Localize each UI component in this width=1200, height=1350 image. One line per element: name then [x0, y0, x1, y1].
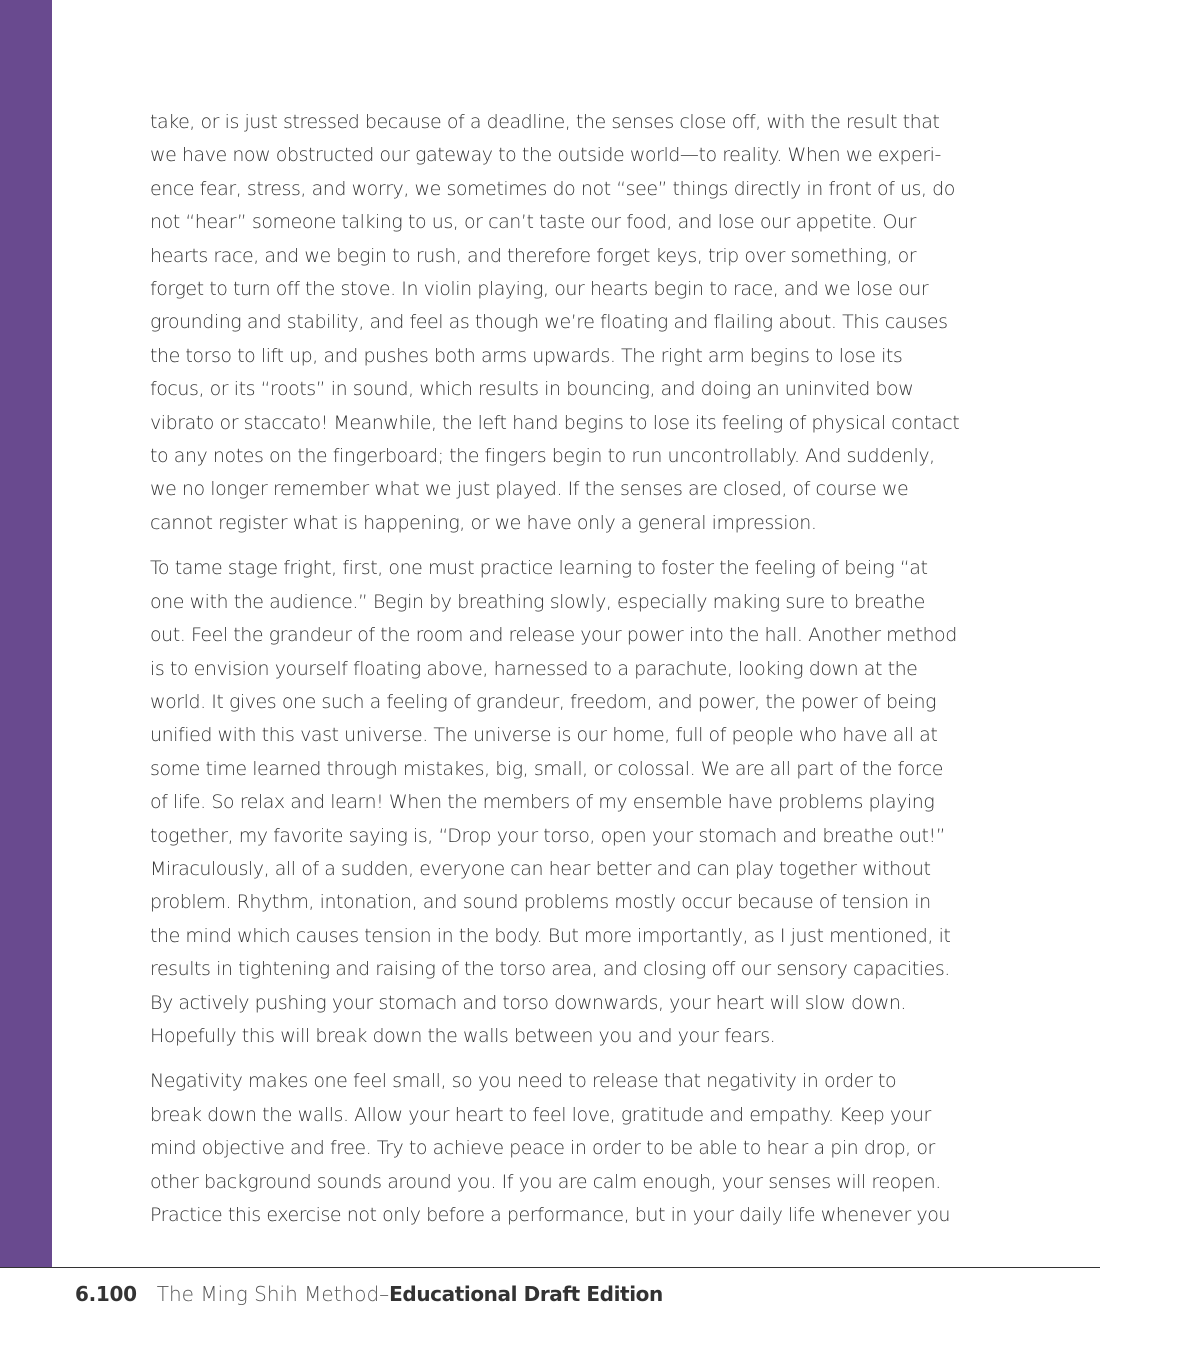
footer-divider	[0, 1267, 1100, 1268]
paragraph: Negativity makes one feel small, so you need to release that negativity in order to break down the walls. Allow your heart to feel love, gratitude and empathy. Keep your mind objective and free. Try to achieve peace in order to be able to hear a pin drop, or other background sounds around you. If you are calm enough, your senses will reopen. Practice this exercise not only before a performance, but in your daily life whenever you	[150, 1070, 950, 1226]
paragraph: take, or is just stressed because of a deadline, the senses close off, with the result that we have now obstructed our gateway to the outside world—to reality. When we experi- ence fear, stress, and worry, we sometimes do not “see” things directly in front of us, do not “hear” someone talking to us, or can’t taste our food, and lose our appetite. Our hearts race, and we begin to rush, and therefore forget keys, trip over something, or forget to turn off the stove. In violin playing, our hearts begin to race, and we lose our grounding and stability, and feel as though we’re floating and flailing about. This causes the torso to lift up, and pushes both arms upwards. The right arm begins to lose its focus, or its “roots” in sound, which results in bouncing, and doing an uninvited bow vibrato or staccato! Meanwhile, the left hand begins to lose its feeling of physical contact to any notes on the fingerboard; the fingers begin to run uncontrollably. And suddenly, we no longer remember what we just played. If the senses are closed, of course we cannot register what is happening, or we have only a general impression.	[150, 111, 960, 534]
page-footer	[75, 1282, 663, 1306]
edition-label: Educational Draft Edition	[389, 1282, 663, 1306]
book-title: The Ming Shih Method–	[156, 1282, 390, 1306]
page-body	[150, 106, 1102, 1232]
paragraph: To tame stage fright, first, one must practice learning to foster the feeling of being “at one with the audience.” Begin by breathing slowly, especially making sure to breathe out. Feel the grandeur of the room and release your power into the hall. Another method is to envision yourself floating above, harnessed to a parachute, looking down at the world. It gives one such a feeling of grandeur, freedom, and power, the power of being unified with this vast universe. The universe is our home, full of people who have all at some time learned through mistakes, big, small, or colossal. We are all part of the force of life. So relax and learn! When the members of my ensemble have problems playing together, my favorite saying is, “Drop your torso, open your stomach and breathe out!” Miraculously, all of a sudden, everyone can hear better and can play together without problem. Rhythm, intonation, and sound problems mostly occur because of tension in the mind which causes tension in the body. But more importantly, as I just mentioned, it results in tightening and raising of the torso area, and closing off our sensory capacities. By actively pushing your stomach and torso downwards, your heart will slow down. Hopefully this will break down the walls between you and your fears.	[150, 557, 957, 1047]
side-color-bar	[0, 0, 52, 1268]
page-number: 6.100	[75, 1282, 137, 1306]
